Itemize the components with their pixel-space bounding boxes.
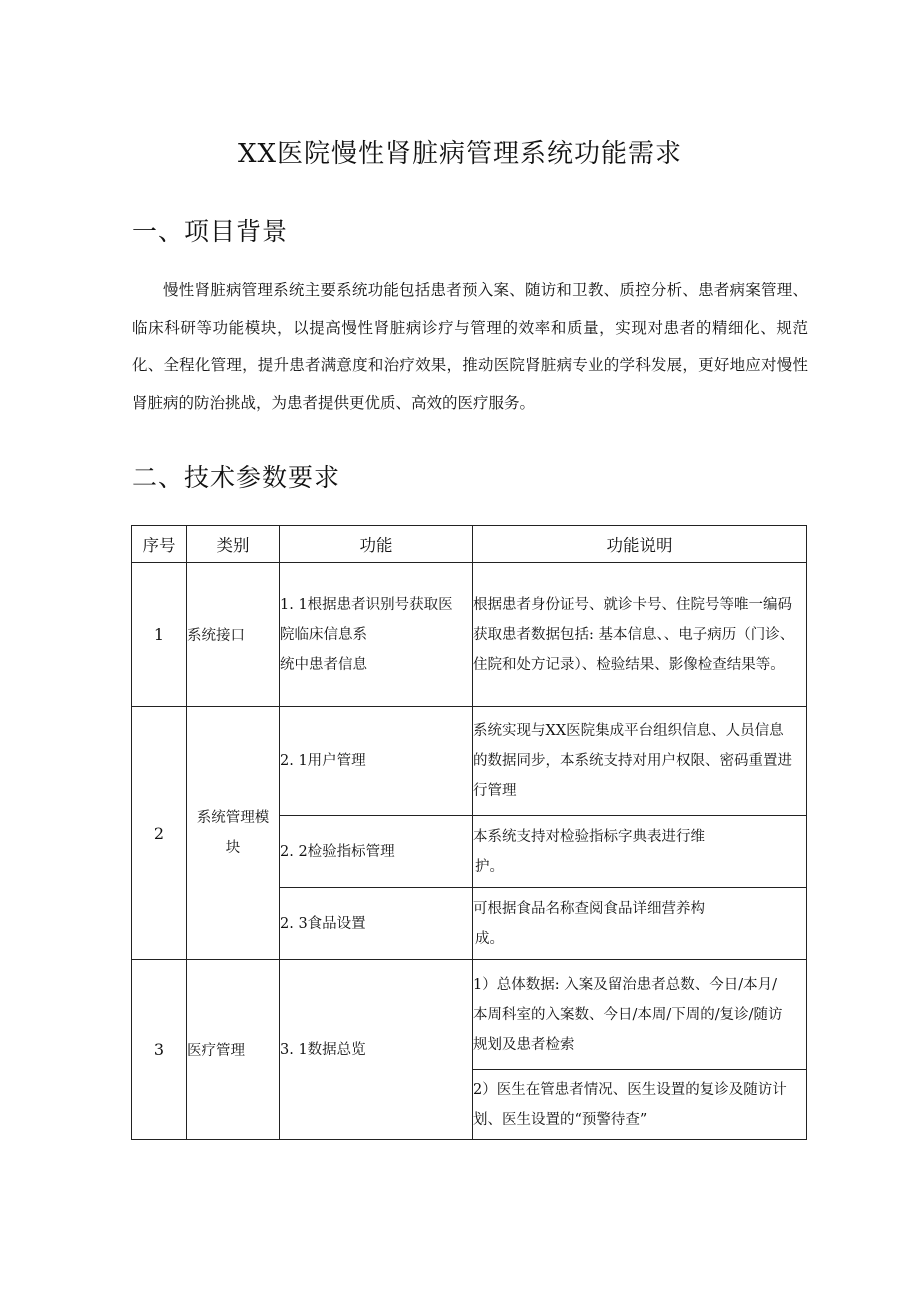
table-row [132, 707, 807, 816]
row-category [187, 707, 280, 960]
table-header-row [132, 526, 807, 563]
description-line: 划、医生设置的“预警待查” [473, 1111, 648, 1128]
row-function: 2. 3食品设置 [280, 888, 473, 960]
description-line: 获取患者数据包括: 基本信息、、电子病历（门诊、 [473, 626, 795, 643]
description-line: 成。 [475, 930, 504, 947]
row-number: 2 [132, 707, 187, 960]
header-no: 序号 [132, 526, 187, 563]
section-heading-tech-params: 二、技术参数要求 [132, 463, 341, 492]
function-requirements-table [131, 525, 807, 1140]
row-category: 医疗管理 [187, 960, 280, 1140]
category-line: 系统管理模 [196, 810, 270, 826]
description-line: 可根据食品名称查阅食品详细营养构 [473, 900, 705, 917]
row-number: 3 [132, 960, 187, 1140]
row-description [473, 563, 807, 707]
function-line: 统中患者信息 [280, 656, 367, 673]
row-category: 系统接口 [187, 563, 280, 707]
description-line: 护。 [475, 858, 504, 875]
background-paragraph: 慢性肾脏病管理系统主要系统功能包括患者预入案、随访和卫教、质控分析、患者病案管理、临床科研等功能模块，以提高慢性肾脏病诊疗与管理的效率和质量，实现对患者的精细化、规范化、全程化管理，提升患者满意度和治疗效果，推动医院肾脏病专业的学科发展，更好地应对慢性肾脏病的防治挑战，为患者提供更优质、高效的医疗服务。 [132, 281, 808, 412]
table-row [132, 563, 807, 707]
description-line: 2）医生在管患者情况、医生设置的复诊及随访计 [473, 1081, 787, 1098]
row-description [473, 707, 807, 816]
header-description: 功能说明 [473, 526, 807, 563]
category-line: 块 [225, 840, 241, 856]
description-line: 系统实现与XX医院集成平台组织信息、人员信息 [473, 723, 784, 739]
row-function: 2. 1用户管理 [280, 707, 473, 816]
header-category: 类别 [187, 526, 280, 563]
row-description [473, 816, 807, 888]
description-line: 的数据同步，本系统支持对用户权限、密码重置进 [473, 753, 792, 769]
description-line: 本周科室的入案数、今日/本周/下周的/复诊/随访 [473, 1006, 783, 1023]
description-line: 1）总体数据: 入案及留治患者总数、今日/本月/ [473, 976, 777, 993]
row-function: 3. 1数据总览 [280, 960, 473, 1140]
function-line: 1. 1根据患者识别号获取医 [280, 596, 453, 613]
header-function: 功能 [280, 526, 473, 563]
row-function: 2. 2检验指标管理 [280, 816, 473, 888]
row-description [473, 1070, 807, 1140]
row-description [473, 960, 807, 1070]
description-line: 住院和处方记录）、检验结果、影像检查结果等。 [473, 656, 785, 673]
section-heading-background: 一、项目背景 [132, 217, 289, 246]
row-number: 1 [132, 563, 187, 707]
row-function [280, 563, 473, 707]
description-line: 根据患者身份证号、就诊卡号、住院号等唯一编码 [473, 596, 792, 613]
description-line: 本系统支持对检验指标字典表进行维 [473, 828, 705, 845]
description-line: 规划及患者检索 [473, 1036, 575, 1053]
table-row [132, 960, 807, 1070]
row-description [473, 888, 807, 960]
description-line: 行管理 [473, 783, 517, 799]
document-title: XX医院慢性肾脏病管理系统功能需求 [237, 139, 683, 169]
function-line: 院临床信息系 [280, 626, 367, 643]
